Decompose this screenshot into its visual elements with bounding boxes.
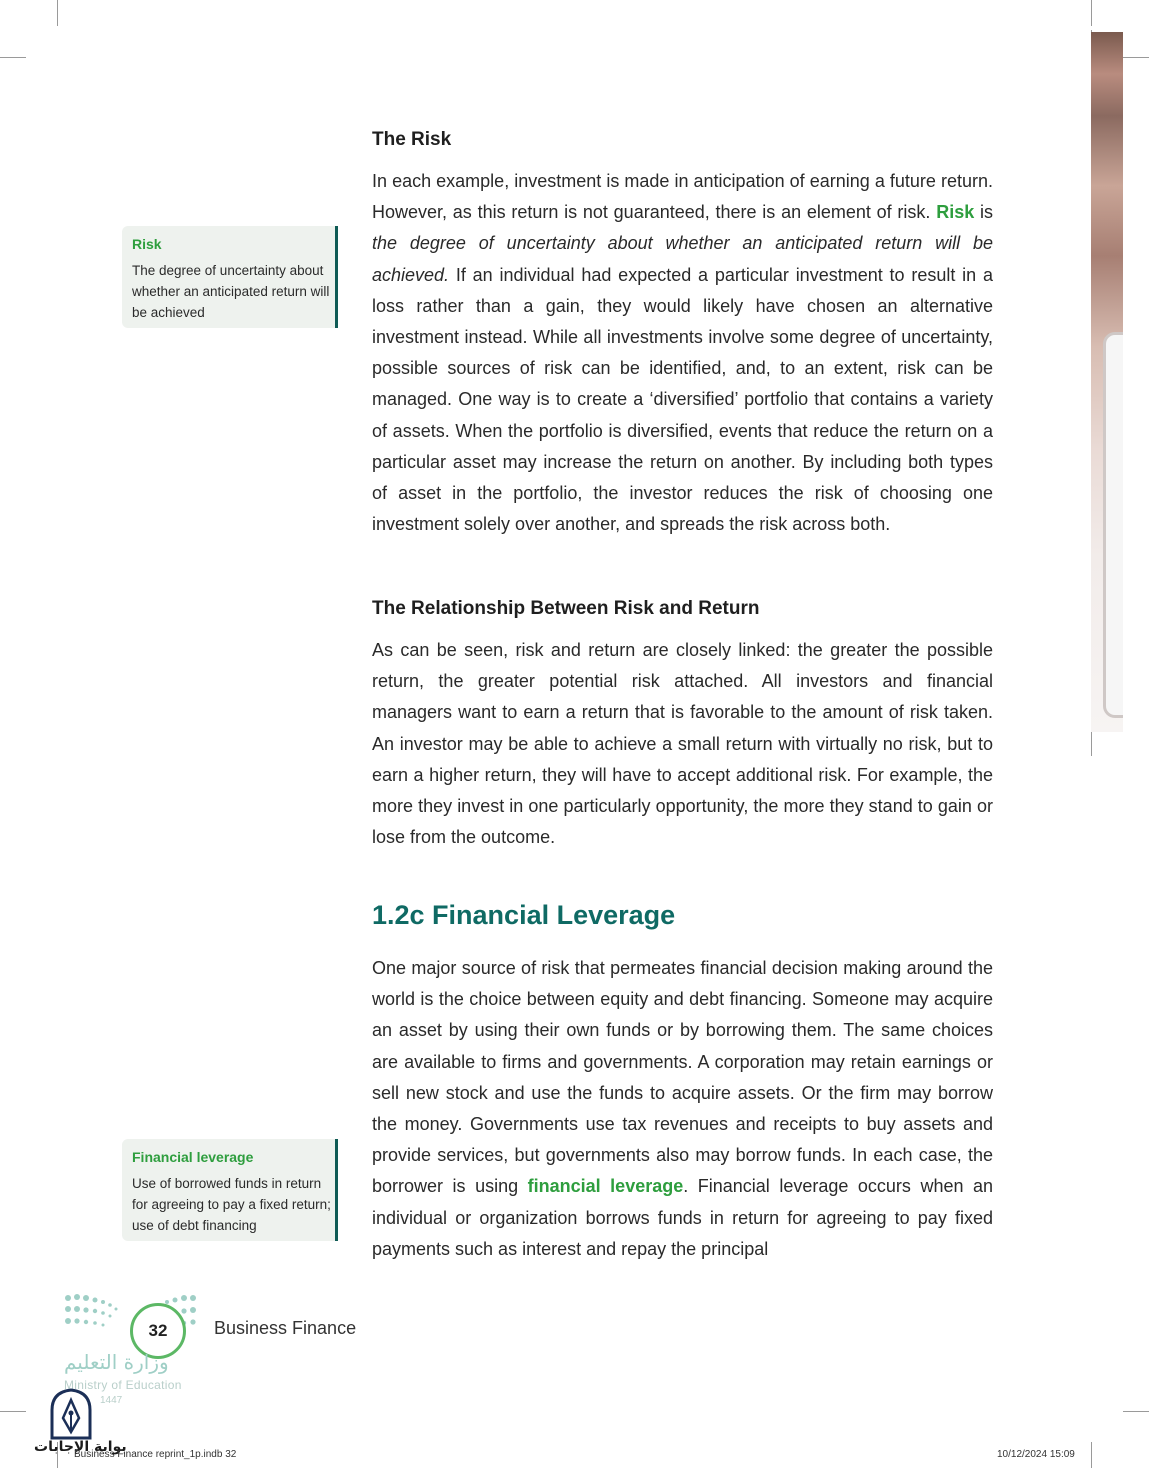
page-number: 32 (130, 1303, 186, 1359)
ministry-arabic-name: وزارة التعليم (64, 1350, 169, 1374)
print-slug-datetime: 10/12/2024 15:09 (997, 1449, 1075, 1460)
ministry-english-name: Ministry of Education (64, 1378, 182, 1392)
leverage-para-end: . Financial leverage occurs when an individual or organization borrows funds in return for agreeing to pay fixed payments such as interest and repay the principal (372, 1176, 994, 1259)
sidebar-definition-risk (122, 226, 338, 328)
heading-the-risk: The Risk (372, 129, 452, 150)
watermark-text: بوابة الإجابات (34, 1439, 127, 1455)
keyword-risk: Risk (936, 202, 975, 223)
risk-para-mid: is (974, 202, 993, 223)
sidebar-definition-financial-leverage (122, 1139, 338, 1241)
footer-book-title: Business Finance (214, 1318, 357, 1338)
risk-para-start: In each example, investment is made in anticipation of earning a future return. However, as this return is not guaranteed, there is an element of risk. (372, 171, 993, 223)
crop-mark (1123, 57, 1149, 58)
paragraph-risk-return: As can be seen, risk and return are closely linked: the greater the possible return, the greater potential risk attached. All investors and financial managers want to earn a return that is favorable to the amount of risk taken. An investor may be able to achieve a small return with virtually no risk, but to earn a higher return, they will have to accept additional risk. For example, the more they invest in one particularly opportunity, the more they stand to gain or lose from the outcome. (372, 640, 993, 848)
sidebar-term: Financial leverage (132, 1149, 254, 1165)
risk-definition-italic: the degree of uncertainty about whether an anticipated return will be achieved. (372, 233, 993, 285)
paragraph-financial-leverage (372, 953, 993, 1265)
cover-photo-strip (1091, 32, 1123, 732)
pen-logo-icon (48, 1388, 94, 1440)
crop-mark (0, 57, 26, 58)
crop-mark (1091, 1442, 1092, 1468)
edition-year: 1447 (100, 1395, 123, 1406)
sidebar-definition: The degree of uncertainty about whether an anticipated return will be achieved (132, 263, 330, 320)
risk-para-end: If an individual had expected a particular investment to result in a loss rather than a gain, they would likely have chosen an alternative investment instead. While all investments involve some degree of uncertainty, possible sources of risk can be identified, and, to an extent, risk can be managed. One way is to create a ‘diversified’ portfolio that contains a variety of assets. When the portfolio is diversified, events that reduce the return on a particular asset may increase the return on another. By including both types of asset in the portfolio, the investor reduces the risk of choosing one investment solely over another, and spreads the risk across both. (372, 264, 993, 535)
section-title-financial-leverage: 1.2c Financial Leverage (372, 900, 676, 930)
crop-mark (1123, 1411, 1149, 1412)
leverage-para-start: One major source of risk that permeates financial decision making around the world is the choice between equity and debt financing. Someone may acquire an asset by using their own funds or by borrowing them. The same choices are available to firms and governments. A corporation may retain earnings or sell new stock and use the funds to acquire assets. Or the firm may borrow the money. Governments use tax revenues and receipts to buy assets and provide services, but governments also may borrow funds. In each case, the borrower is using (372, 958, 993, 1197)
photo-frame (1103, 332, 1123, 718)
sidebar-term: Risk (132, 236, 162, 252)
sidebar-definition: Use of borrowed funds in return for agreeing to pay a fixed return; use of debt financing (132, 1176, 331, 1233)
crop-mark (0, 1411, 26, 1412)
crop-mark (1091, 0, 1092, 26)
heading-risk-return: The Relationship Between Risk and Return (372, 598, 760, 619)
keyword-financial-leverage: financial leverage (527, 1176, 684, 1197)
crop-mark (57, 0, 58, 26)
paragraph-risk (372, 166, 993, 540)
print-slug-file: Business Finance reprint_1p.indb 32 (74, 1449, 237, 1460)
